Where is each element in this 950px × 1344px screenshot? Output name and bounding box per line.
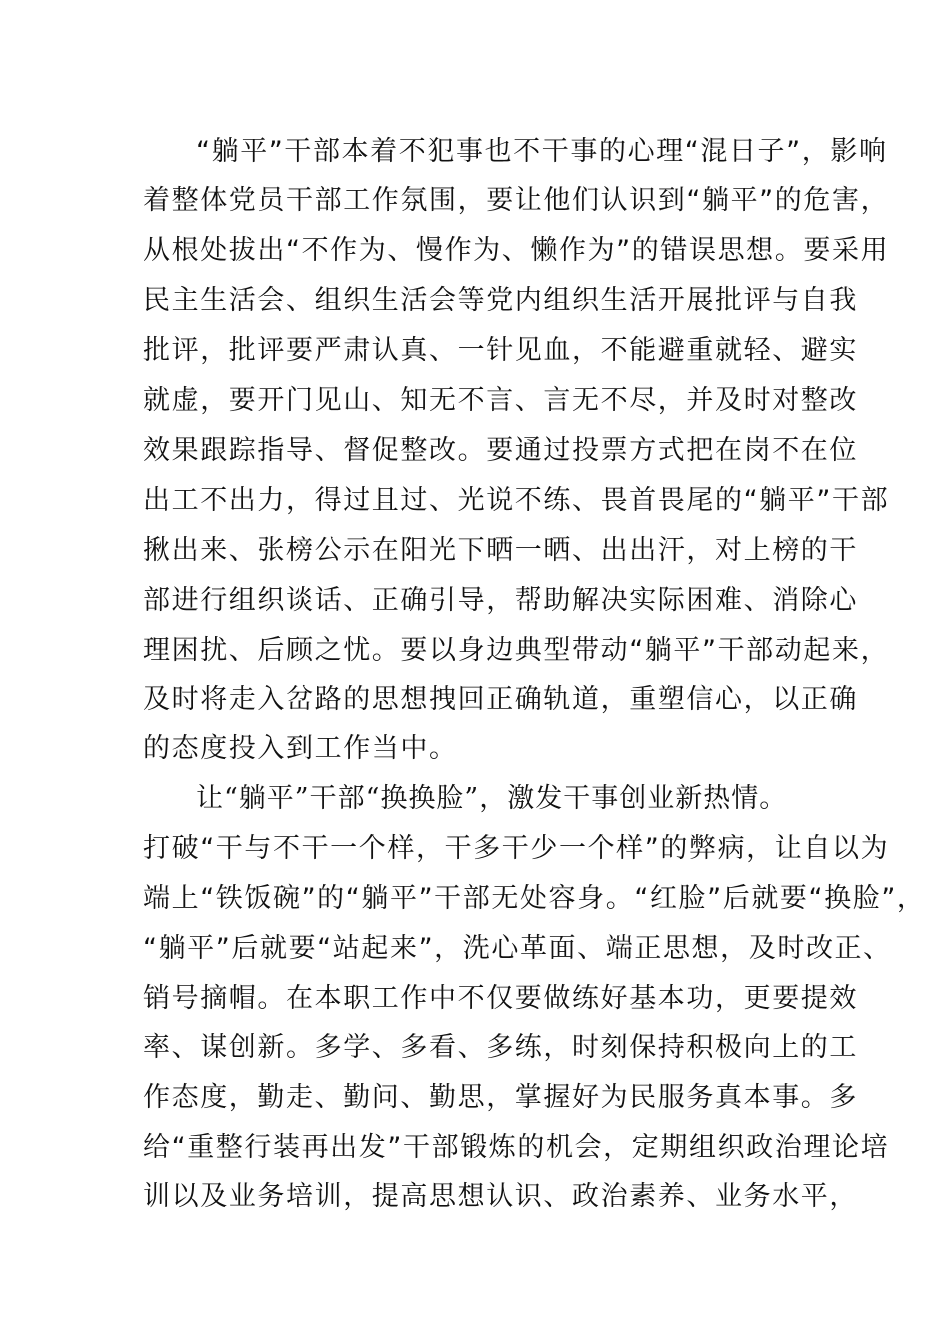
paragraph-1-line: 效果跟踪指导、督促整改。要通过投票方式把在岗不在位 [143, 435, 858, 466]
paragraph-2-line: 作态度，勤走、勤问、勤思，掌握好为民服务真本事。多 [143, 1082, 858, 1113]
paragraph-1-line: 部进行组织谈话、正确引导，帮助解决实际困难、消除心 [143, 585, 858, 616]
paragraph-1-line: 批评，批评要严肃认真、一针见血，不能避重就轻、避实 [143, 335, 858, 366]
paragraph-1-line: 出工不出力，得过且过、光说不练、畏首畏尾的“躺平”干部 [143, 485, 890, 516]
paragraph-1-line: 揪出来、张榜公示在阳光下晒一晒、出出汗，对上榜的干 [143, 535, 858, 566]
paragraph-1-line: 及时将走入岔路的思想拽回正确轨道，重塑信心，以正确 [143, 684, 858, 715]
paragraph-2-line: “躺平”后就要“站起来”，洗心革面、端正思想，及时改正、 [143, 933, 892, 964]
paragraph-2-line: 销号摘帽。在本职工作中不仅要做练好基本功，更要提效 [143, 983, 858, 1014]
paragraph-2-line: 率、谋创新。多学、多看、多练，时刻保持积极向上的工 [143, 1032, 858, 1063]
paragraph-1-line: 的态度投入到工作当中。 [143, 733, 458, 764]
section-heading: 让“躺平”干部“换换脸”，激发干事创业新热情。 [196, 783, 788, 814]
paragraph-1-line: 民主生活会、组织生活会等党内组织生活开展批评与自我 [143, 285, 858, 316]
paragraph-1-line: 就虚，要开门见山、知无不言、言无不尽，并及时对整改 [143, 385, 858, 416]
paragraph-1-line: 从根处拔出“不作为、慢作为、懒作为”的错误思想。要采用 [143, 235, 890, 266]
paragraph-1-line: “躺平”干部本着不犯事也不干事的心理“混日子”，影响 [196, 136, 888, 167]
paragraph-2-line: 给“重整行装再出发”干部锻炼的机会，定期组织政治理论培 [143, 1132, 890, 1163]
paragraph-2-line: 端上“铁饭碗”的“躺平”干部无处容身。“红脸”后就要“换脸”， [143, 883, 926, 914]
paragraph-1-line: 着整体党员干部工作氛围，要让他们认识到“躺平”的危害， [143, 185, 890, 216]
paragraph-2-line: 打破“干与不干一个样，干多干少一个样”的弊病，让自以为 [143, 833, 890, 864]
paragraph-2-line: 训以及业务培训，提高思想认识、政治素养、业务水平， [143, 1181, 858, 1212]
paragraph-1-line: 理困扰、后顾之忧。要以身边典型带动“躺平”干部动起来， [143, 635, 890, 666]
